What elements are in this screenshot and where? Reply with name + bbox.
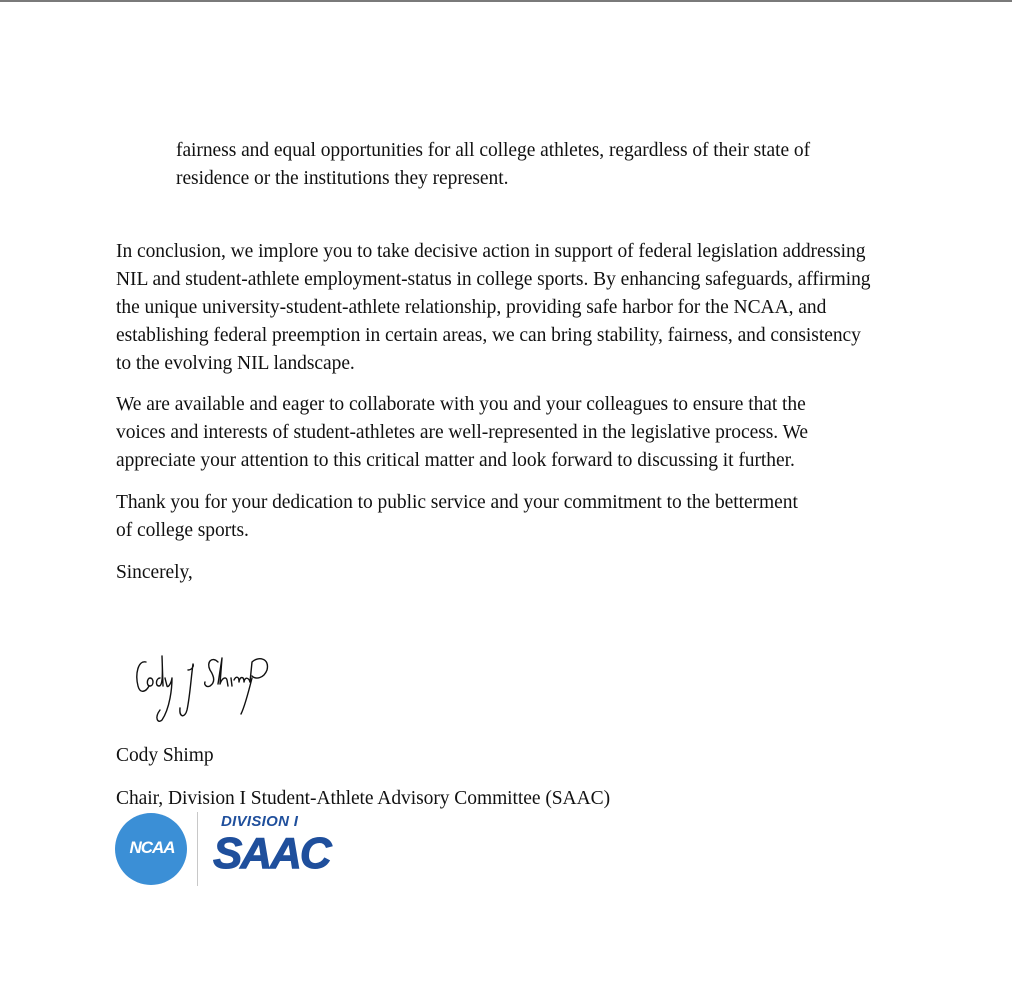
- signer-name: Cody Shimp: [116, 745, 214, 766]
- ncaa-logo-text: NCAA: [129, 838, 175, 857]
- continued-paragraph: fairness and equal opportunities for all college athletes, regardless of their state of residence or the institutions they represent.: [176, 140, 811, 189]
- saac-wordmark: SAAC: [213, 829, 330, 878]
- conclusion-paragraph: In conclusion, we implore you to take decisive action in support of federal legislation addressing NIL and student-athlete employment-status in college sports. By enhancing safeguards, affirming the unique university-student-athlete relationship, providing safe harbor for the NCAA, and establishing federal preemption in certain areas, we can bring stability, fairness, and consistency to the evolving NIL landscape.: [116, 241, 871, 374]
- logo-divider: [197, 812, 198, 886]
- saac-division-text: DIVISION I: [221, 813, 299, 830]
- closing-salutation: Sincerely,: [116, 562, 193, 583]
- handwritten-signature: [132, 648, 282, 728]
- availability-paragraph: We are available and eager to collaborate with you and your colleagues to ensure that the voices and interests of student-athletes are well-represented in the legislative process. We appreciate your attention to this critical matter and look forward to discussing it further.: [116, 394, 808, 471]
- thanks-paragraph: Thank you for your dedication to public service and your commitment to the betterment of college sports.: [116, 492, 798, 541]
- signer-title: Chair, Division I Student-Athlete Advisory Committee (SAAC): [116, 788, 611, 809]
- logo-lockup: [114, 810, 330, 890]
